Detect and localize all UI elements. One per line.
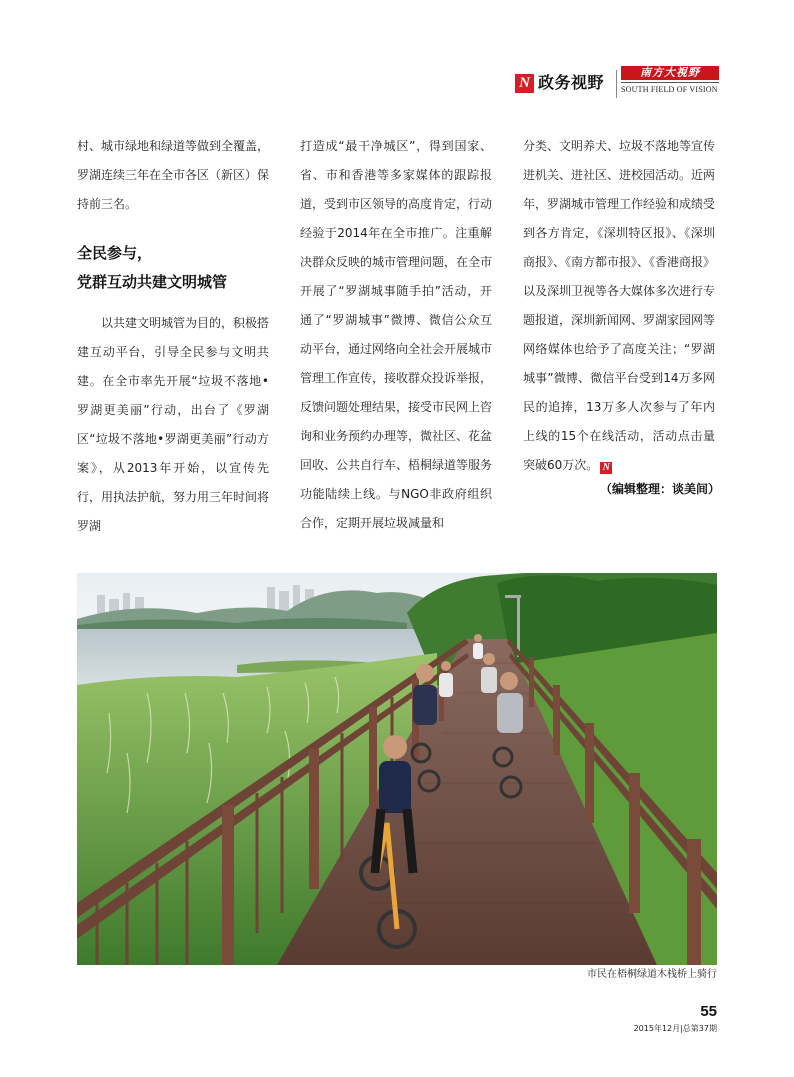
paragraph-text: 分类、文明养犬、垃圾不落地等宣传进机关、进社区、进校园活动。近两年，罗湖城市管理工作经验和成绩受到各方肯定，《深圳特区报》、《深圳商报》、《南方都市报》、《香港商报》以及深圳卫视等各大媒体多次进行专题报道，深圳新闻网、罗湖家园网等网络媒体也给予了高度关注；“罗湖城事”微博、微信平台受到14万多网民的追捧，13万多人次参与了年内上线的15个在线活动，活动点击量突破60万次。	[523, 139, 716, 472]
magazine-logo-icon: N	[515, 74, 534, 93]
photo-illustration	[77, 573, 717, 965]
subheading-line-2: 党群互动共建文明城管	[77, 273, 228, 291]
text-column-1	[77, 132, 269, 541]
page-header	[515, 66, 720, 98]
header-divider	[616, 70, 617, 98]
brand-logo: 南方大視野	[621, 66, 719, 80]
editor-credit: （编辑整理：谈美间）	[600, 482, 721, 496]
text-column-3	[523, 132, 715, 480]
paragraph	[523, 132, 715, 480]
paragraph: 以共建文明城管为目的，积极搭建互动平台，引导全民参与文明共建。在全市率先开展“垃圾不落地•罗湖更美丽”行动，出台了《罗湖区“垃圾不落地•罗湖更美丽”行动方案》，从2013年开始，以宣传先行，用执法护航，努力用三年时间将罗湖	[77, 316, 270, 533]
paragraph: 村、城市绿地和绿道等做到全覆盖，罗湖连续三年在全市各区（新区）保持前三名。	[77, 139, 270, 211]
article-photo	[77, 573, 717, 965]
page-number: 55	[700, 1003, 717, 1020]
end-mark-icon: N	[600, 462, 612, 474]
section-title: 政务视野	[538, 73, 605, 92]
brand-english: SOUTH FIELD OF VISION	[621, 85, 718, 94]
paragraph: 打造成“最干净城区”，得到国家、省、市和香港等多家媒体的跟踪报道，受到市区领导的高度肯定，行动经验于2014年在全市推广。注重解决群众反映的城市管理问题，在全市开展了“罗湖城事随手拍”活动，开通了“罗湖城事”微博、微信公众互动平台，通过网络向全社会开展城市管理工作宣传，接收群众投诉举报，反馈问题处理结果，接受市民网上咨询和业务预约办理等，微社区、花盆回收、公共自行车、梧桐绿道等服务功能陆续上线。与NGO非政府组织合作，定期开展垃圾减量和	[300, 139, 493, 530]
subheading-line-1: 全民参与，	[77, 244, 153, 262]
brand-rule	[621, 82, 719, 83]
text-column-2	[300, 132, 492, 538]
issue-info: 2015年12月|总第37期	[633, 1024, 717, 1033]
photo-caption: 市民在梧桐绿道木栈桥上骑行	[587, 969, 717, 980]
section-subheading	[77, 239, 269, 297]
